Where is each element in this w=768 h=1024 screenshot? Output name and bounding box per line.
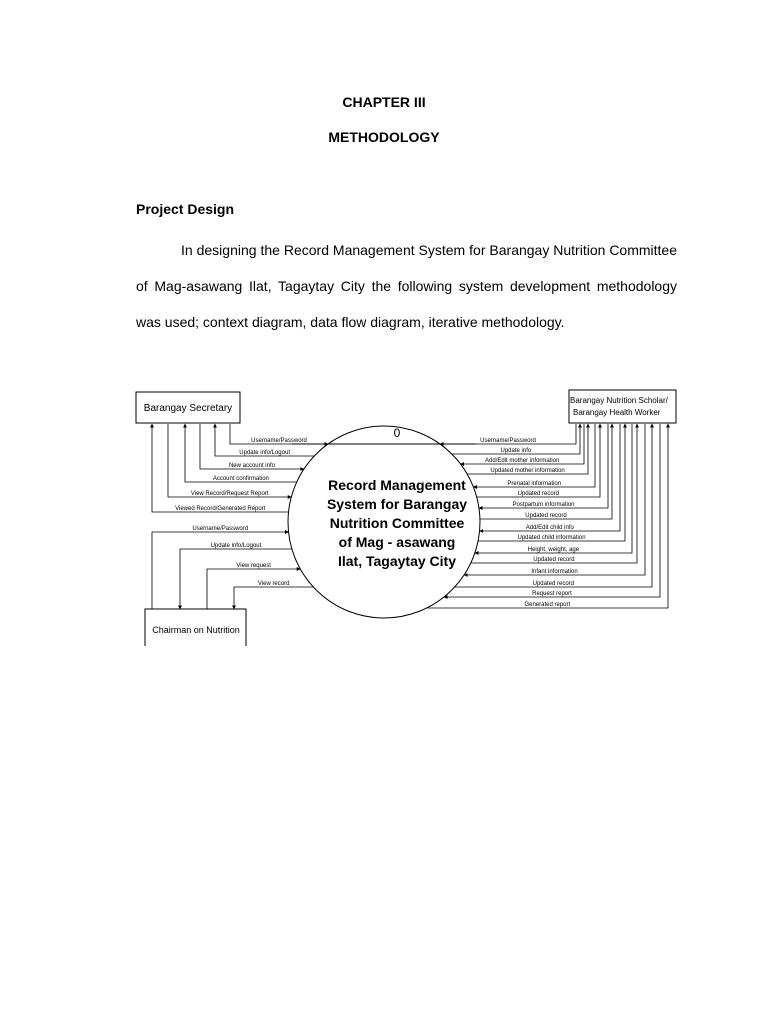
- flow-scholar-label: Postpartum information: [512, 502, 575, 508]
- flow-secretary-label: New account info: [228, 463, 275, 469]
- flow-scholar-label: Updated record: [533, 557, 575, 563]
- flow-scholar-label: Updated child information: [517, 535, 586, 541]
- flow-chairman-arrow: [234, 587, 313, 609]
- flow-secretary-label: View Record/Request Report: [190, 491, 269, 497]
- process-number: 0: [393, 426, 401, 440]
- flow-scholar-label: Prenatal information: [507, 481, 562, 487]
- flow-scholar-label: Updated mother information: [490, 468, 565, 474]
- flow-scholar-label: Request report: [532, 591, 572, 597]
- chapter-heading: CHAPTER III: [342, 94, 426, 110]
- process-label-line: System for Barangay: [326, 496, 468, 512]
- process-label-line: Record Management: [328, 477, 466, 493]
- entity-barangay-secretary-label: Barangay Secretary: [143, 403, 233, 414]
- entity-chairman-label: Chairman on Nutrition: [152, 625, 240, 635]
- flow-scholar-label: Height, weight, age: [527, 547, 580, 553]
- flow-chairman-label: Update info/Logout: [210, 543, 262, 549]
- flow-scholar-label: Generated report: [524, 602, 571, 608]
- flow-secretary-label: Update info/Logout: [239, 450, 291, 456]
- flow-scholar-label: Updated record: [532, 581, 575, 587]
- entity-scholar-box: [569, 390, 676, 423]
- chapter-title: METHODOLOGY: [328, 129, 440, 145]
- flow-scholar-label: Add/Edit child info: [525, 525, 574, 531]
- flow-chairman-label: Username/Password: [192, 526, 249, 532]
- flow-chairman-arrow: [180, 549, 292, 609]
- body-paragraph: In designing the Record Management System for Barangay Nutrition Committee of Mag-asawang Ilat, Tagaytay City the following system development methodology was used; context diagram, data flow diagram, iterative methodology.: [136, 242, 677, 330]
- flow-scholar-label: Infant information: [531, 569, 578, 575]
- flow-secretary-label: Account confirmation: [212, 476, 269, 482]
- process-label-line: Nutrition Committee: [329, 515, 465, 531]
- flow-scholar-label: Updated record: [517, 491, 560, 497]
- flow-scholar-label: Updated record: [525, 513, 567, 519]
- section-heading: Project Design: [136, 201, 235, 217]
- flow-scholar-label: Add/Edit mother information: [485, 458, 560, 464]
- flow-secretary-label: Username/Password: [251, 438, 307, 444]
- flow-chairman-label: View record: [257, 581, 290, 587]
- process-label-line: of Mag - asawang: [338, 534, 456, 550]
- entity-scholar-label-1: Barangay Nutrition Scholar/: [570, 396, 668, 405]
- flow-scholar-arrow: [473, 424, 595, 487]
- flow-chairman-arrow: [207, 569, 300, 609]
- flow-scholar-label: Username/Password: [480, 438, 536, 444]
- flow-chairman-label: View request: [236, 563, 271, 569]
- entity-scholar-label-2: Barangay Health Worker: [573, 408, 661, 417]
- flow-secretary-label: Viewed Record/Generated Report: [175, 506, 266, 512]
- process-label-line: Ilat, Tagaytay City: [337, 553, 457, 569]
- flow-scholar-label: Update info: [500, 448, 532, 454]
